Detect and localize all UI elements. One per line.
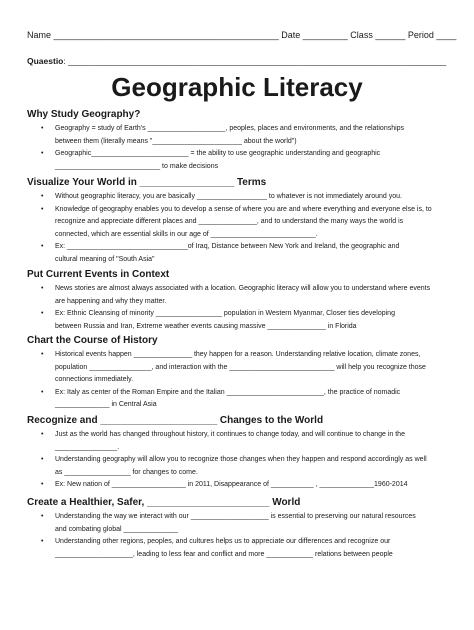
quaestio-blank: : ________________________________________________________________________________ <box>63 56 447 66</box>
list-item <box>55 283 457 308</box>
section-heading: Put Current Events in Context <box>27 269 170 280</box>
list-item <box>55 349 457 387</box>
list-item <box>55 536 457 561</box>
bullet-list <box>27 429 457 492</box>
item-line: • Understanding geography will allow you to recognize those changes when they happen and respond accordingly as well <box>55 456 427 463</box>
section-heading: Why Study Geography? <box>27 109 141 120</box>
item-line: • Without geographic literacy, you are basically __________________ to whatever is not immediately around you. <box>55 193 402 200</box>
item-line: are happening and why they matter. <box>55 297 167 305</box>
item-line: • Historical events happen _______________ they happen for a reason. Understanding relative location, climate zones, <box>55 351 421 358</box>
item-line: between them (literally means "_______________________ about the world") <box>55 137 297 145</box>
item-line: population ________________, and interaction with the ___________________________ will help you recognize those <box>55 363 426 371</box>
list-item <box>55 429 457 454</box>
list-item <box>55 454 457 479</box>
item-line: • News stories are almost always associated with a location. Geographic literacy will allow you to understand where events <box>55 285 431 292</box>
bullet-list <box>27 511 457 561</box>
item-line: ________________. <box>55 443 120 451</box>
section-heading: Chart the Course of History <box>27 335 158 346</box>
item-line: between Russia and Iran, Extreme weather events causing massive _______________ in Florida <box>55 322 357 330</box>
quaestio-label: Quaestio <box>27 56 64 66</box>
list-item <box>55 387 457 412</box>
list-item <box>55 308 457 333</box>
item-line: • Ex: _______________________________of Iraq, Distance between New York and Ireland, the geographic and <box>55 243 400 250</box>
section-visualize-your-world <box>27 176 457 266</box>
section-healthier-world <box>27 496 457 561</box>
page-title: Geographic Literacy <box>111 72 363 102</box>
item-line: ____________________, leading to less fear and conflict and more ____________ relations between people <box>55 550 393 558</box>
section-heading: Visualize Your World in _________________ Terms <box>27 177 267 188</box>
section-current-events <box>27 268 457 333</box>
item-line: connected, which are essential skills in our age of ___________________________. <box>55 230 318 238</box>
section-why-study-geography <box>27 108 457 173</box>
section-recognize-changes <box>27 414 457 492</box>
item-line: • Ex: New nation of ___________________ in 2011, Disappearance of ___________ , ______________1960-2014 <box>55 481 408 488</box>
bullet-list <box>27 123 457 173</box>
section-chart-history <box>27 334 457 412</box>
item-line: as _________________ for changes to come. <box>55 468 198 476</box>
bullet-list <box>27 191 457 266</box>
item-line: connections immediately. <box>55 376 134 383</box>
section-heading: Create a Healthier, Safer, ______________________ World <box>27 497 301 508</box>
student-info-line: Name _____________________________________________ Date _________ Class ______ Period ____ <box>27 30 457 40</box>
list-item <box>55 204 457 242</box>
list-item <box>55 241 457 266</box>
section-heading: Recognize and _____________________ Changes to the World <box>27 415 324 426</box>
item-line: • Geography = study of Earth's ____________________, peoples, places and environments, and the relationships <box>55 125 405 132</box>
item-line: • Knowledge of geography enables you to develop a sense of where you are and where everything and everyone else is, to <box>55 205 432 213</box>
bullet-list <box>27 283 457 333</box>
list-item <box>55 148 457 173</box>
list-item <box>55 191 457 204</box>
item-line: and combating global ______________ <box>55 525 178 533</box>
item-line: • Ex: Italy as center of the Roman Empire and the Italian _________________________, the practice of nomadic <box>55 388 401 396</box>
quaestio-line <box>27 56 447 67</box>
item-line: ___________________________ to make decisions <box>55 162 219 170</box>
list-item <box>55 479 457 492</box>
item-line: ______________ in Central Asia <box>55 401 157 408</box>
item-line: • Understanding the way we interact with our ____________________ is essential to preserving our natural resources <box>55 513 416 520</box>
item-line: • Understanding other regions, peoples, and cultures helps us to appreciate our differences and recognize our <box>55 538 391 545</box>
item-line: • Just as the world has changed throughout history, it continues to change today, and will continue to change in the <box>55 431 405 438</box>
item-line: recognize and appreciate different places and _______________, and to understand the many ways the world is <box>55 218 404 225</box>
item-line: • Ex: Ethnic Cleansing of minority _________________ population in Western Myanmar, Closer ties developing <box>55 310 395 317</box>
bullet-list <box>27 349 457 412</box>
item-line: • Geographic_________________________ = the ability to use geographic understanding and geographic <box>55 150 381 157</box>
list-item <box>55 123 457 148</box>
item-line: cultural meaning of "South Asia" <box>55 255 155 263</box>
list-item <box>55 511 457 536</box>
